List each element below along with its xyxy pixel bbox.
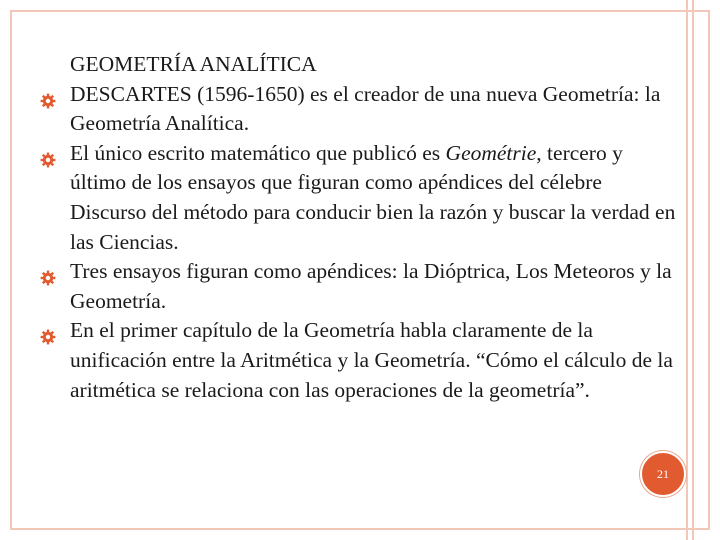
gear-icon	[40, 147, 56, 163]
bullet-item	[52, 257, 682, 316]
frame-top-line	[10, 10, 710, 12]
gear-icon	[40, 324, 56, 340]
page-number-badge: 21	[640, 451, 686, 497]
frame-right-band	[686, 0, 688, 540]
frame-right-band-inner	[692, 0, 694, 540]
slide-title: GEOMETRÍA ANALÍTICA	[70, 52, 317, 76]
gear-icon	[40, 265, 56, 281]
slide-content	[52, 50, 682, 405]
gear-icon	[40, 88, 56, 104]
bullet-item	[52, 316, 682, 405]
frame-bottom-line	[10, 528, 710, 530]
bullet-text: El único escrito matemático que publicó es	[70, 140, 446, 165]
bullet-item	[52, 139, 682, 257]
bullet-text: DESCARTES (1596-1650) es el creador de una nueva Geometría: la Geometría Analítica.	[70, 81, 661, 136]
bullet-item	[52, 80, 682, 139]
bullet-text: Tres ensayos figuran como apéndices: la Dióptrica, Los Meteoros y la Geometría.	[70, 259, 672, 313]
bullet-text-after: , tercero y último de los ensayos que figuran como apéndices del célebre Discurso del método para conducir bien la razón y buscar la verdad en las Ciencias.	[70, 140, 676, 254]
frame-left-line	[10, 10, 12, 530]
bullet-emphasis: Geométrie	[445, 140, 537, 165]
bullet-text: En el primer capítulo de la Geometría habla claramente de la unificación entre la Aritmética y la Geometría. “Cómo el cálculo de la aritmética se relaciona con las operaciones de la geometría”.	[70, 318, 673, 402]
frame-right-line	[708, 10, 710, 530]
